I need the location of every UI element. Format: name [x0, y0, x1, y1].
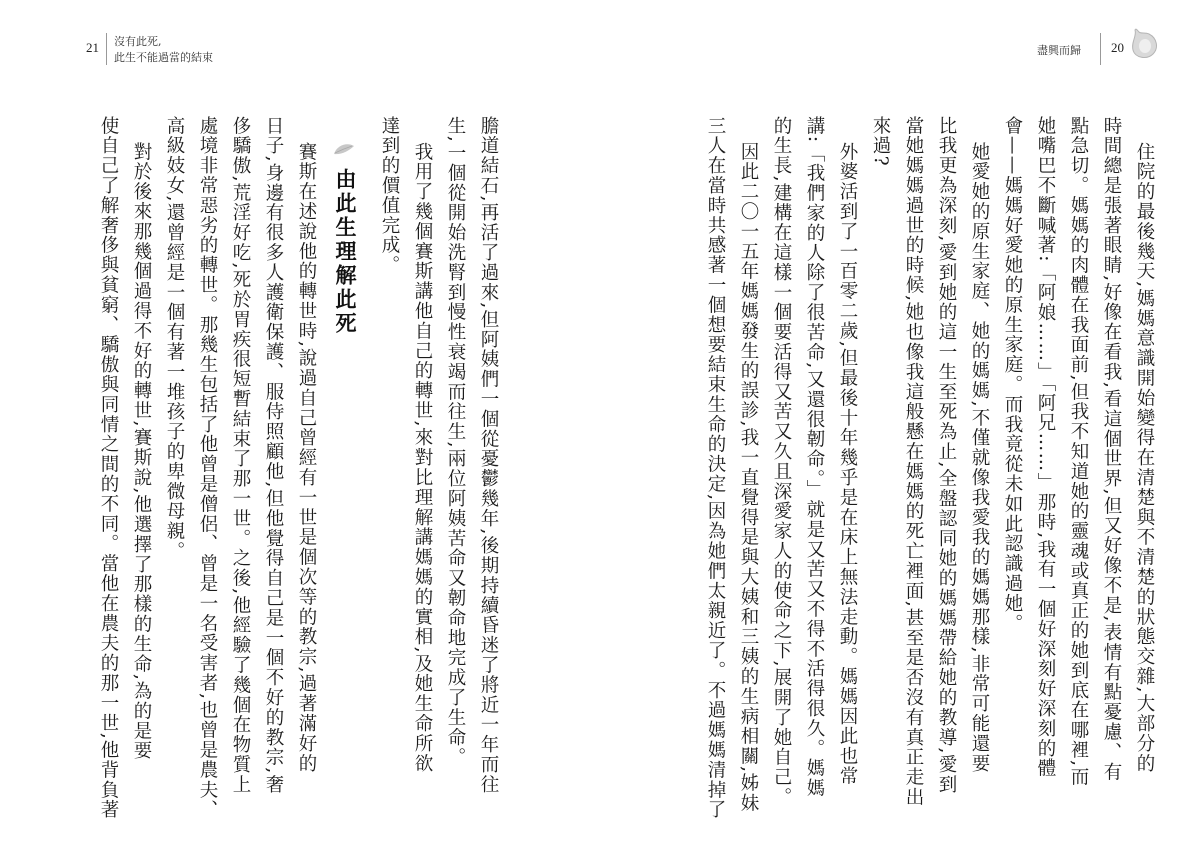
left-text-column: 達到的價值完成。	[379, 116, 400, 276]
right-text-column: 會——媽媽好愛她的原生家庭。而我竟從未如此認識過她。	[1002, 116, 1023, 634]
right-text-column: 講:「我們家的人除了很苦命,又還很韌命。」就是又苦又不得不活得很久。媽媽	[804, 116, 825, 799]
left-header-line2: 此生不能過當的結束	[114, 51, 213, 64]
leaf-ornament-icon	[333, 142, 355, 156]
left-text-column: 對於後來那幾個過得不好的轉世,賽斯說,他選擇了那樣的生命,為的是要	[131, 142, 152, 761]
right-page-number: 20	[1111, 40, 1124, 55]
right-header-divider	[1100, 33, 1101, 65]
right-page	[600, 0, 1200, 847]
right-text-column: 來過?	[870, 116, 891, 168]
right-text-column: 時間總是張著眼睛,好像在看我,看這個世界,但又好像不是,表情有點憂慮、有	[1101, 116, 1122, 782]
left-text-column: 侈驕傲,荒淫好吃,死於胃疾很短暫結束了那一世。之後,他經驗了幾個在物質上	[230, 116, 251, 795]
right-text-column: 她愛她的原生家庭、她的媽媽,不僅就像我愛我的媽媽那樣,非常可能還要	[969, 142, 990, 774]
section-heading: 由此生理解此死	[333, 168, 357, 336]
right-text-column: 她嘴巴不斷喊著:「阿娘……」「阿兄……」那時,我有一個好深刻好深刻的體	[1035, 116, 1056, 779]
right-text-column: 外婆活到了一百零二歲,但最後十年幾乎是在床上無法走動。媽媽因此也常	[837, 142, 858, 787]
right-text-column: 的生長,建構在這樣一個要活得又苦又久且深愛家人的使命之下,展開了她自己。	[771, 116, 792, 808]
left-text-column: 高級妓女,還曾經是一個有著一堆孩子的卑微母親。	[164, 116, 185, 562]
teardrop-ornament-icon	[1127, 26, 1161, 62]
right-text-column: 比我更為深刻,愛到她的這一生至死為止,全盤認同她的媽媽帶給她的教導,愛到	[936, 116, 957, 795]
right-text-column: 住院的最後幾天,媽媽意識開始變得在清楚與不清楚的狀態交雜,大部分的	[1134, 142, 1155, 774]
left-text-column: 我用了幾個賽斯講他自己的轉世,來對比理解講媽媽的實相,及她生命所欲	[412, 142, 433, 774]
right-text-column: 三人在當時共感著一個想要結束生命的決定,因為她們太親近了。不過媽媽清掉了	[705, 116, 726, 820]
left-text-column: 賽斯在述說他的轉世時,說過自己曾經有一世是個次等的教宗,過著滿好的	[296, 142, 317, 774]
left-header-divider	[106, 33, 107, 65]
right-text-column: 因此二〇一五年媽媽發生的誤診,我一直覺得是與大姨和三姨的生病相關,姊妹	[738, 142, 759, 814]
left-header-line1: 沒有此死,	[114, 35, 162, 48]
right-running-header: 盡興而歸	[1037, 44, 1081, 57]
left-text-column: 使自己了解奢侈與貧窮、驕傲與同情之間的不同。當他在農夫的那一世,他背負著	[98, 116, 119, 820]
left-running-header	[114, 34, 213, 66]
left-page-number: 21	[86, 40, 99, 55]
left-text-column: 膽道結石,再活了過來,但阿姨們一個從憂鬱幾年,後期持續昏迷了將近一年而往	[478, 116, 499, 795]
left-text-column: 生,一個從開始洗腎到慢性衰竭而往生,兩位阿姨苦命又韌命地完成了生命。	[445, 116, 466, 768]
right-text-column: 點急切。媽媽的肉體在我面前,但我不知道她的靈魂或真正的她到底在哪裡,而	[1068, 116, 1089, 788]
left-text-column: 日子,身邊有很多人護衛保護、服侍照顧他,但他覺得自己是一個不好的教宗,奢	[263, 116, 284, 795]
left-text-column: 處境非常惡劣的轉世。那幾生包括了他曾是僧侶、曾是一名受害者,也曾是農夫、	[197, 116, 218, 820]
right-text-column: 當她媽媽過世的時候,她也像我這般懸在媽媽的死亡裡面,甚至是否沒有真正走出	[903, 116, 924, 808]
